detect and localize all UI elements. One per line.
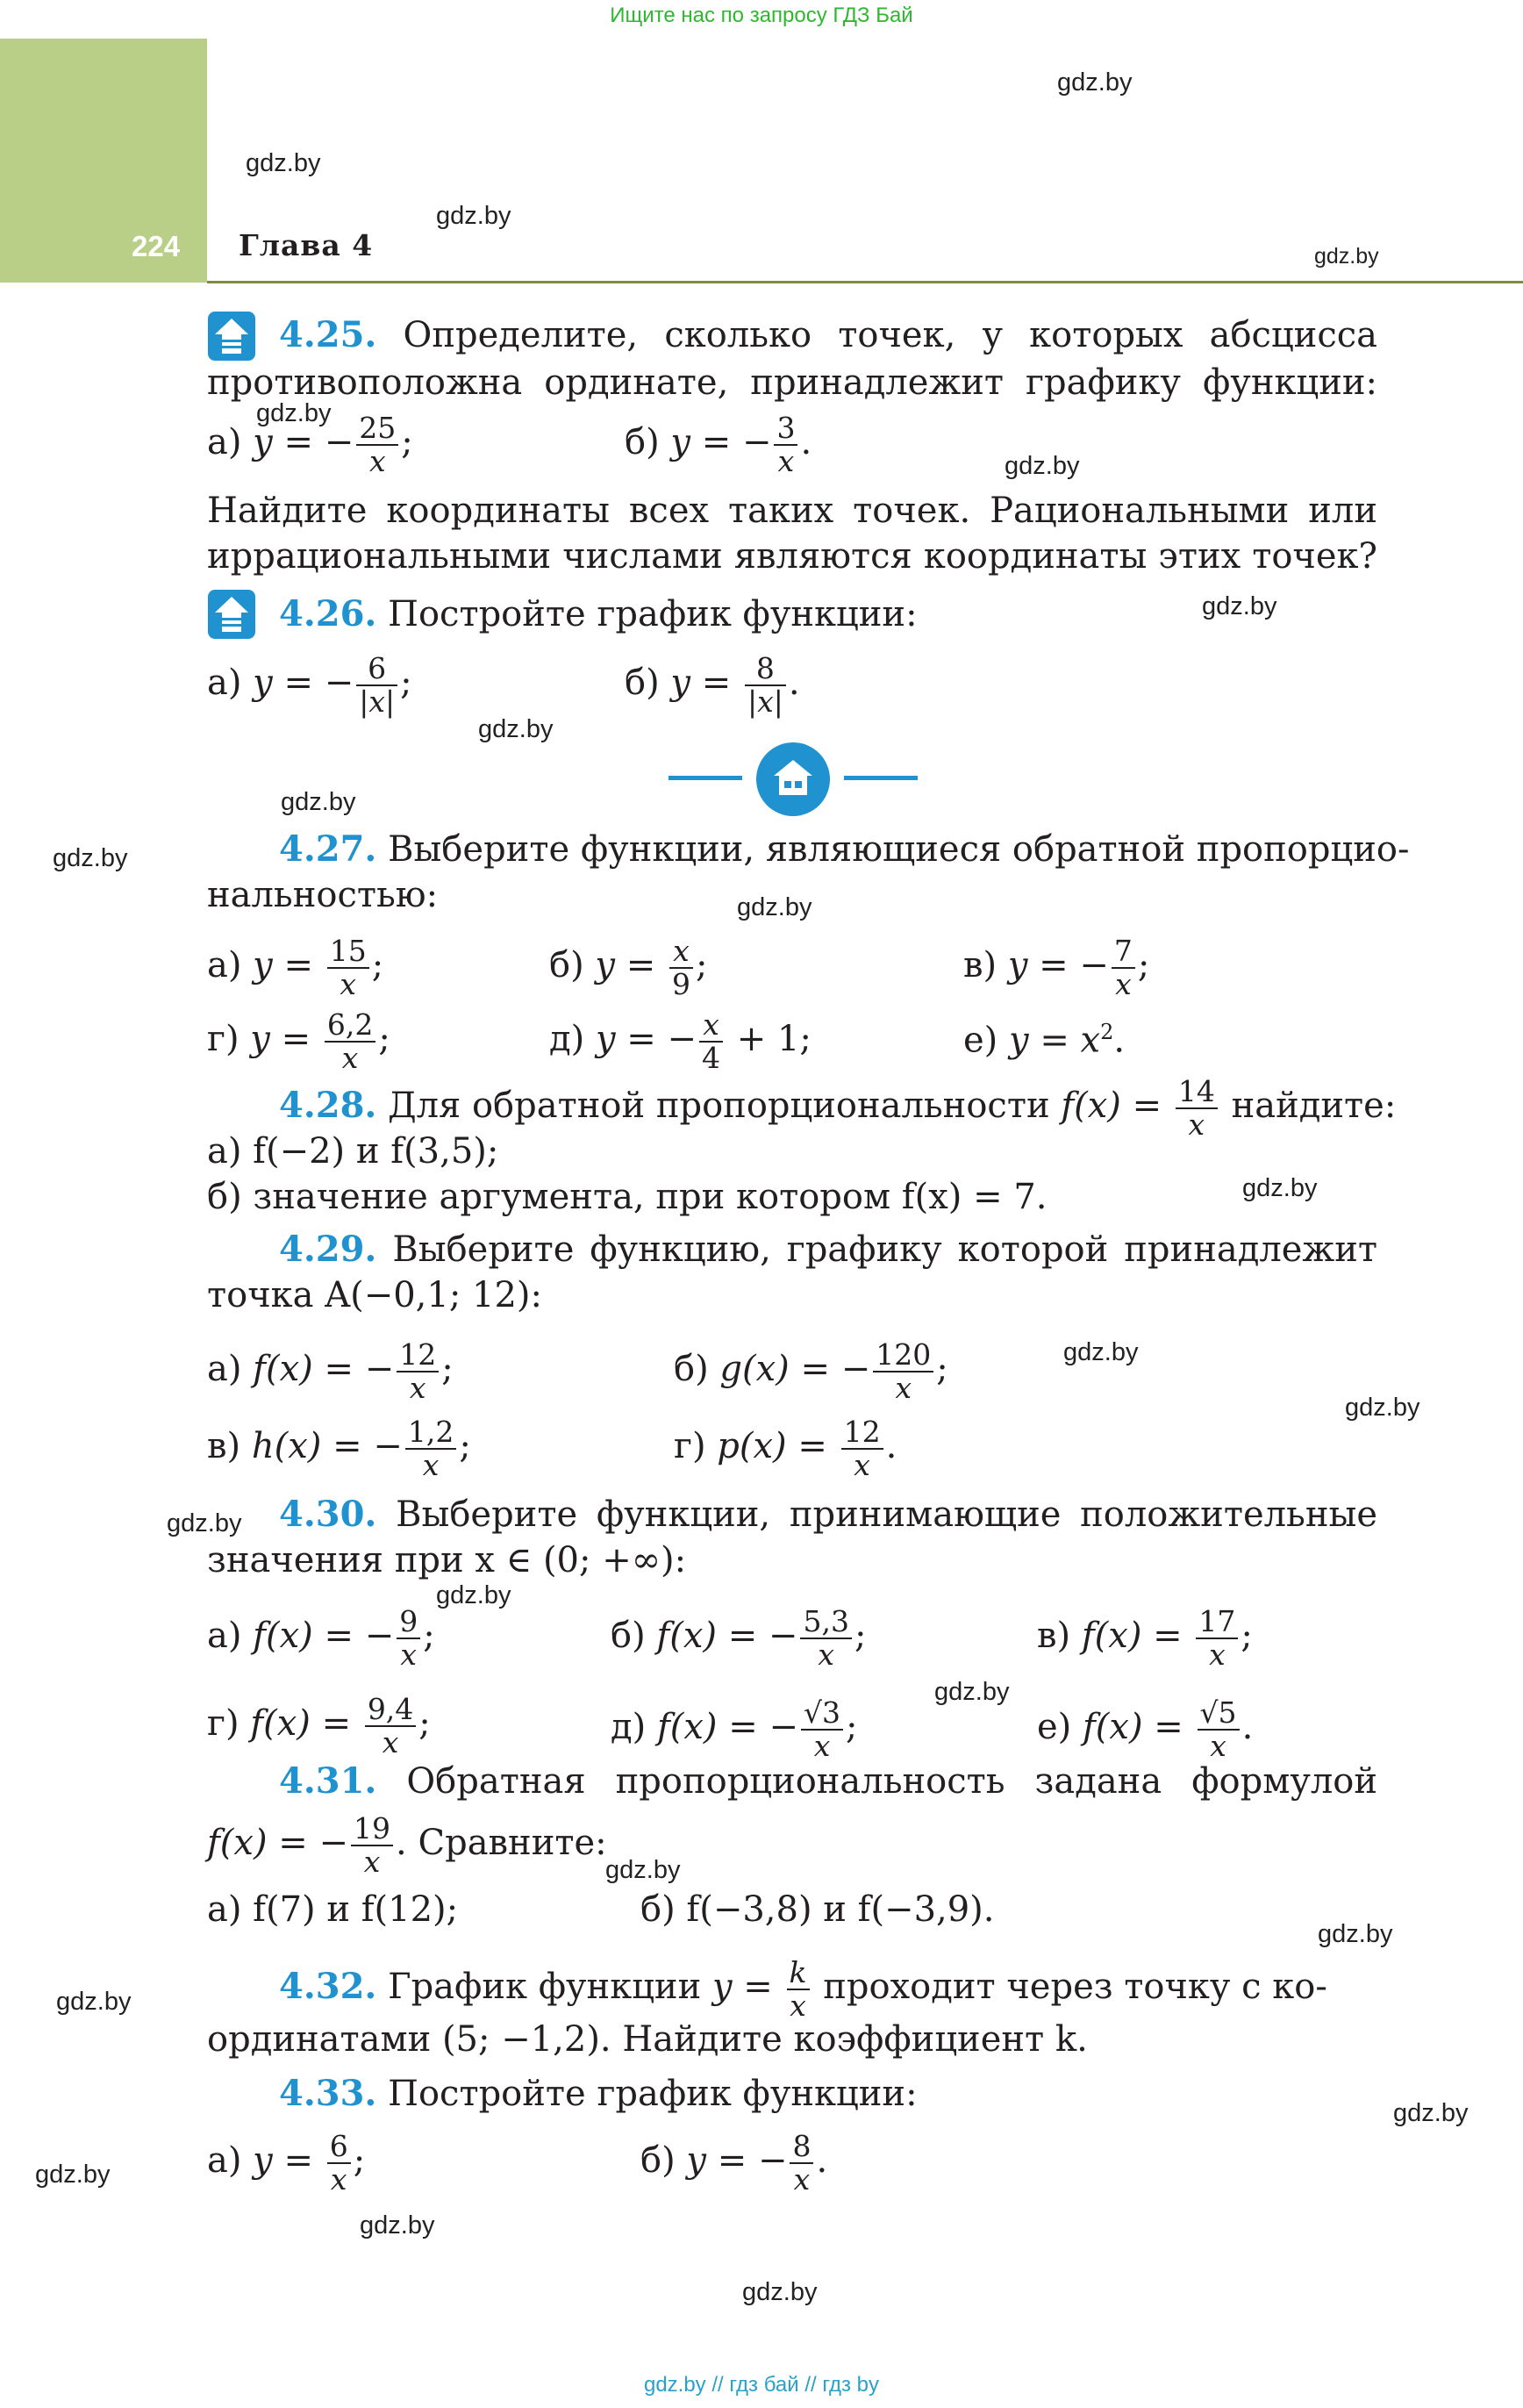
exercise-4-29-line2: точка A(−0,1; 12):	[207, 1275, 543, 1315]
top-banner[interactable]: Ищите нас по запросу ГДЗ Бай	[610, 4, 913, 27]
exercise-4-27-b: б) y = $\frac{x}{9}$ ;	[549, 934, 708, 1001]
exercise-4-25-line1: 4.25. Определите, сколько точек, у которых абсцисса	[279, 314, 1377, 355]
exercise-4-29-b: б) g(x) = − $\frac{120}{x}$ ;	[674, 1337, 948, 1405]
exercise-4-29-a: а) f(x) = − $\frac{12}{x}$ ;	[207, 1337, 454, 1405]
homework-divider-right	[844, 776, 918, 780]
exercise-4-25-line2: противоположна ординате, принадлежит графику функции:	[207, 362, 1377, 403]
exercise-4-25-line3: Найдите координаты всех таких точек. Рациональными или	[207, 491, 1377, 531]
exercise-number: 4.25.	[279, 314, 377, 355]
watermark: gdz.by	[436, 202, 511, 230]
exercise-4-25-line4: иррациональными числами являются координаты этих точек?	[207, 536, 1377, 577]
exercise-4-31-line2: f(x) = − $\frac{19}{x}$ . Сравните:	[207, 1811, 607, 1879]
watermark: gdz.by	[436, 1581, 511, 1609]
exercise-4-27-c: в) y = − $\frac{7}{x}$ ;	[963, 934, 1150, 1001]
watermark: gdz.by	[53, 844, 128, 872]
exercise-level-icon	[208, 590, 255, 639]
exercise-4-25-b: б) y = − $\frac{3}{x}$ .	[625, 411, 812, 478]
watermark: gdz.by	[281, 788, 356, 816]
exercise-4-33-a: а) y = $\frac{6}{x}$ ;	[207, 2129, 366, 2197]
exercise-4-31-b: б) f(−3,8) и f(−3,9).	[640, 1889, 995, 1930]
exercise-4-27-line2: нальностью:	[207, 875, 439, 915]
exercise-level-icon	[208, 312, 255, 361]
watermark: gdz.by	[1318, 1920, 1393, 1948]
exercise-4-29-c: в) h(x) = − $\frac{1,2}{x}$ ;	[207, 1415, 471, 1482]
footer-links[interactable]: gdz.by // гдз бай // гдз by	[643, 2373, 880, 2397]
exercise-4-30-c: в) f(x) = $\frac{17}{x}$ ;	[1037, 1604, 1253, 1672]
watermark: gdz.by	[56, 1988, 132, 2016]
exercise-4-33-line1: 4.33. Постройте график функции:	[279, 2073, 918, 2114]
page-number: 224	[132, 230, 181, 262]
exercise-4-32-line1: 4.32. График функции y = $\frac{k}{x}$ проходит через точку с ко-	[279, 1955, 1327, 2023]
watermark: gdz.by	[167, 1509, 242, 1537]
watermark: gdz.by	[1005, 452, 1080, 480]
exercise-4-31-a: а) f(7) и f(12);	[207, 1889, 459, 1930]
exercise-4-30-b: б) f(x) = − $\frac{5,3}{x}$ ;	[611, 1604, 867, 1672]
watermark: gdz.by	[1202, 592, 1277, 620]
exercise-4-26-b: б) y = $\frac{8}{|x|}$ .	[625, 651, 800, 719]
watermark: gdz.by	[256, 399, 332, 427]
exercise-4-30-a: а) f(x) = − $\frac{9}{x}$ ;	[207, 1604, 435, 1672]
watermark: gdz.by	[737, 893, 812, 921]
exercise-4-33-b: б) y = − $\frac{8}{x}$ .	[640, 2129, 828, 2197]
watermark: gdz.by	[1314, 244, 1379, 269]
exercise-4-29-d: г) p(x) = $\frac{12}{x}$ .	[674, 1415, 897, 1482]
exercise-4-28-line3: б) значение аргумента, при котором f(x) = 7.	[207, 1177, 1048, 1217]
exercise-4-32-line2: ординатами (5; −1,2). Найдите коэффициент k.	[207, 2019, 1088, 2060]
watermark: gdz.by	[246, 149, 321, 177]
watermark: gdz.by	[1242, 1174, 1318, 1202]
watermark: gdz.by	[1345, 1394, 1420, 1422]
exercise-4-26-a: а) y = − $\frac{6}{|x|}$ ;	[207, 651, 412, 719]
exercise-4-29-line1: 4.29. Выберите функцию, графику которой принадлежит	[279, 1229, 1378, 1270]
exercise-4-31-line1: 4.31. Обратная пропорциональность задана формулой	[279, 1760, 1377, 1802]
exercise-4-30-f: е) f(x) = $\frac{√5}{x}$ .	[1037, 1695, 1254, 1763]
exercise-4-27-a: а) y = $\frac{15}{x}$ ;	[207, 934, 384, 1001]
homework-icon	[756, 742, 830, 816]
watermark: gdz.by	[1393, 2099, 1469, 2127]
exercise-4-25-a: а) y = − $\frac{25}{x}$ ;	[207, 411, 413, 478]
exercise-4-27-line1: 4.27. Выберите функции, являющиеся обратной пропорцио-	[279, 828, 1410, 870]
exercise-4-30-e: д) f(x) = − $\frac{√3}{x}$ ;	[611, 1695, 858, 1763]
exercise-4-27-f: е) $y = x^2$.	[963, 1020, 1126, 1061]
exercise-4-30-d: г) f(x) = $\frac{9,4}{x}$ ;	[207, 1692, 431, 1759]
exercise-4-28-line1: 4.28. Для обратной пропорциональности f(x) = $\frac{14}{x}$ найдите:	[279, 1074, 1397, 1142]
watermark: gdz.by	[1057, 68, 1133, 97]
chapter-title: Глава 4	[239, 228, 374, 262]
watermark: gdz.by	[35, 2161, 111, 2189]
exercise-4-27-d: г) y = $\frac{6,2}{x}$ ;	[207, 1007, 390, 1075]
watermark: gdz.by	[934, 1678, 1010, 1706]
homework-divider-left	[669, 776, 742, 780]
watermark: gdz.by	[1063, 1338, 1139, 1366]
exercise-4-26-line1: 4.26. Постройте график функции:	[279, 593, 918, 634]
header-rule	[207, 281, 1523, 283]
watermark: gdz.by	[605, 1856, 681, 1884]
exercise-4-30-line2: значения при x ∈ (0; +∞):	[207, 1540, 687, 1580]
watermark: gdz.by	[742, 2278, 818, 2306]
watermark: gdz.by	[360, 2211, 435, 2240]
exercise-4-28-line2: а) f(−2) и f(3,5);	[207, 1131, 499, 1172]
exercise-4-27-e: д) y = − $\frac{x}{4}$ + 1;	[549, 1007, 812, 1075]
watermark: gdz.by	[478, 715, 554, 743]
exercise-4-30-line1: 4.30. Выберите функции, принимающие положительные	[279, 1494, 1377, 1535]
